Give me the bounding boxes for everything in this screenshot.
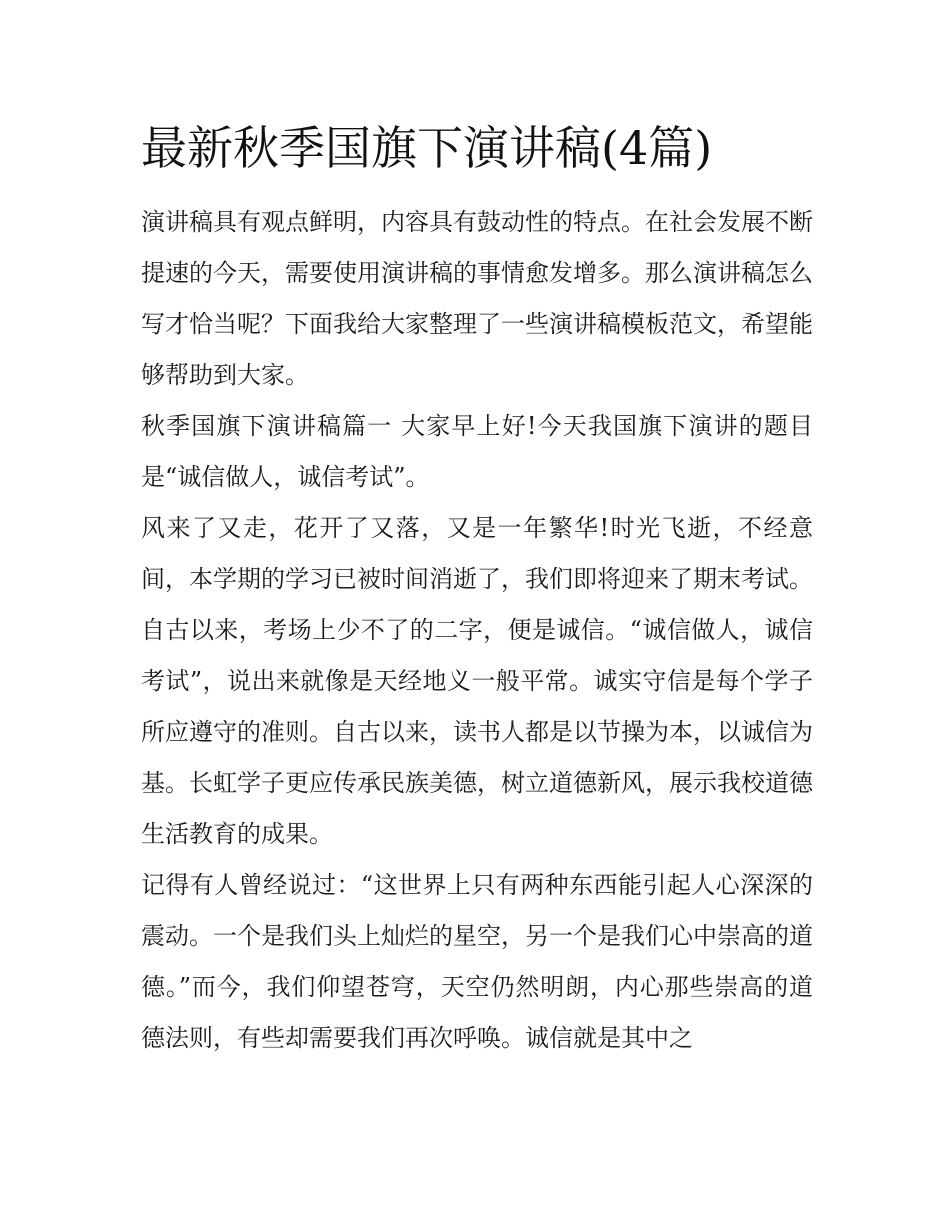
paragraph-intro: 演讲稿具有观点鲜明，内容具有鼓动性的特点。在社会发展不断提速的今天，需要使用演讲稿的事情愈发增多。那么演讲稿怎么写才恰当呢？下面我给大家整理了一些演讲稿模板范文，希望能够帮助到大家。: [141, 208, 813, 389]
paragraph-integrity: 自古以来，考场上少不了的二字，便是诚信。“诚信做人，诚信考试”，说出来就像是天经地义一般平常。诚实守信是每个学子所应遵守的准则。自古以来，读书人都是以节操为本，以诚信为基。长虹学子更应传承民族美德，树立道德新风，展示我校道德生活教育的成果。: [141, 616, 813, 848]
paragraph-time-passing: 风来了又走，花开了又落，又是一年繁华!时光飞逝，不经意间，本学期的学习已被时间消逝了，我们即将迎来了期末考试。: [141, 514, 813, 593]
document-title: 最新秋季国旗下演讲稿(4篇): [141, 121, 713, 175]
document-body: [141, 197, 813, 1064]
paragraph-speech-one-opening: 秋季国旗下演讲稿篇一 大家早上好!今天我国旗下演讲的题目是“诚信做人，诚信考试”。: [141, 412, 813, 491]
paragraph-starry-sky-quote: 记得有人曾经说过：“这世界上只有两种东西能引起人心深深的震动。一个是我们头上灿烂的星空，另一个是我们心中崇高的道德。”而今，我们仰望苍穹，天空仍然明朗，内心那些崇高的道德法则，有些却需要我们再次呼唤。诚信就是其中之: [141, 871, 813, 1052]
